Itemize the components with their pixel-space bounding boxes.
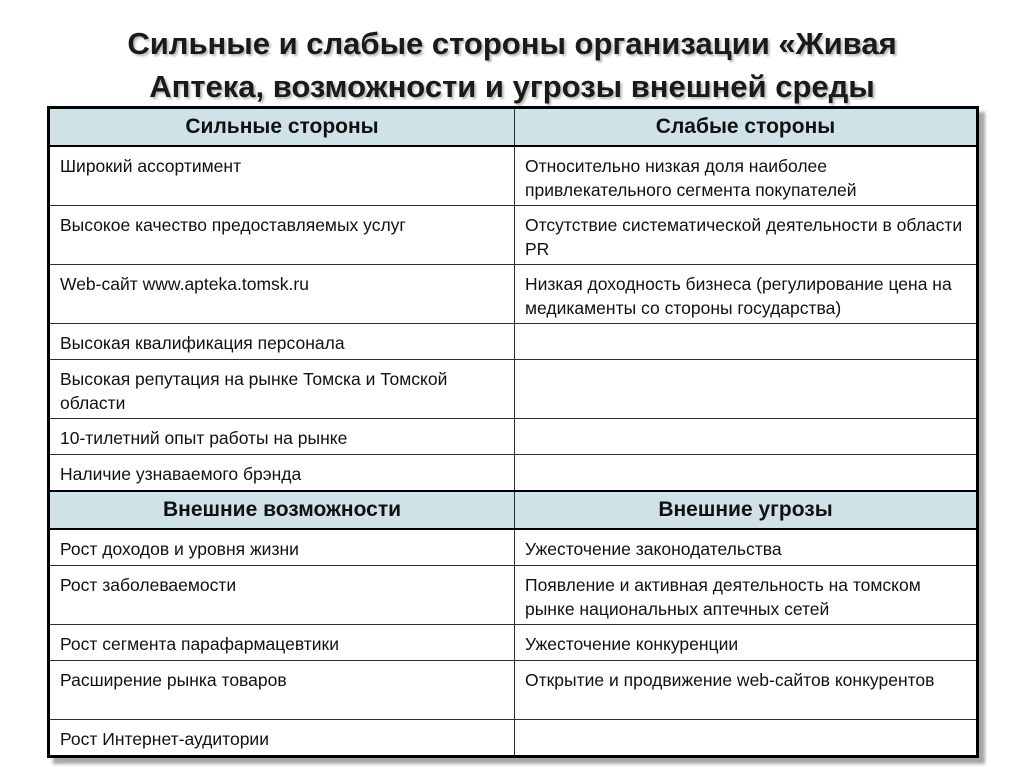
weakness-cell: Отсутствие систематической деятельности в области PR (515, 206, 978, 265)
table-row (49, 720, 978, 757)
threat-cell: Ужесточение законодательства (515, 529, 978, 566)
strength-cell: Высокая репутация на рынке Томска и Томской области (49, 360, 515, 419)
weakness-cell (515, 455, 978, 492)
table-header-row-opportunities-threats (49, 491, 978, 529)
page-title-line-1: Сильные и слабые стороны организации «Живая (127, 26, 897, 61)
strength-cell: 10-тилетний опыт работы на рынке (49, 419, 515, 455)
table-row (49, 566, 978, 625)
threat-cell (515, 720, 978, 757)
header-strengths: Сильные стороны (49, 108, 515, 147)
threat-cell: Появление и активная деятельность на томском рынке национальных аптечных сетей (515, 566, 978, 625)
weakness-cell (515, 360, 978, 419)
strength-cell: Высокая квалификация персонала (49, 324, 515, 360)
header-opportunities: Внешние возможности (49, 491, 515, 529)
weakness-cell (515, 324, 978, 360)
table-row (49, 529, 978, 566)
table-header-row-strengths-weaknesses (49, 108, 978, 147)
threat-cell: Открытие и продвижение web-сайтов конкурентов (515, 661, 978, 720)
table-row (49, 265, 978, 324)
threat-cell: Ужесточение конкуренции (515, 625, 978, 661)
table-row (49, 419, 978, 455)
opportunity-cell: Рост доходов и уровня жизни (49, 529, 515, 566)
page-title-line-2: Аптека, возможности и угрозы внешней среды (149, 69, 875, 104)
table-row (49, 146, 978, 206)
swot-table (47, 106, 979, 758)
opportunity-cell: Рост Интернет-аудитории (49, 720, 515, 757)
opportunity-cell: Рост сегмента парафармацевтики (49, 625, 515, 661)
opportunity-cell: Рост заболеваемости (49, 566, 515, 625)
weakness-cell (515, 419, 978, 455)
table-row (49, 360, 978, 419)
strength-cell: Web-сайт www.apteka.tomsk.ru (49, 265, 515, 324)
strength-cell: Широкий ассортимент (49, 146, 515, 206)
header-weaknesses: Слабые стороны (515, 108, 978, 147)
strength-cell: Высокое качество предоставляемых услуг (49, 206, 515, 265)
table-row (49, 324, 978, 360)
opportunity-cell: Расширение рынка товаров (49, 661, 515, 720)
page-title (0, 22, 1024, 108)
strength-cell: Наличие узнаваемого брэнда (49, 455, 515, 492)
table-row (49, 625, 978, 661)
table-row (49, 206, 978, 265)
weakness-cell: Относительно низкая доля наиболее привлекательного сегмента покупателей (515, 146, 978, 206)
weakness-cell: Низкая доходность бизнеса (регулирование цена на медикаменты со стороны государства) (515, 265, 978, 324)
table-row (49, 661, 978, 720)
header-threats: Внешние угрозы (515, 491, 978, 529)
table-row (49, 455, 978, 492)
